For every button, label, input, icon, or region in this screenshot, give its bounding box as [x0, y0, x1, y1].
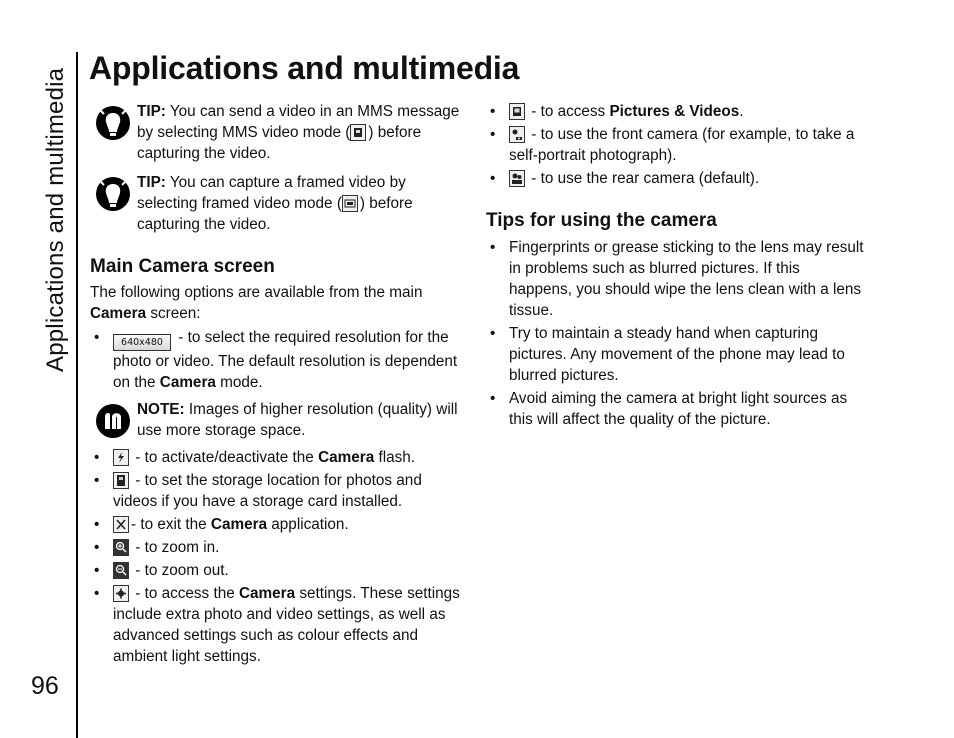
bullet: • [490, 325, 496, 342]
item-text: - to select the required resolution for the photo or video. The default resolution is dependent on the [113, 329, 458, 391]
tip-text: Avoid aiming the camera at bright light sources as this will affect the quality of the picture. [509, 390, 848, 428]
item-text: - to set the storage location for photos and videos if you have a storage card installed. [113, 472, 422, 510]
gear-icon [113, 585, 129, 602]
item-text: - to access [527, 103, 610, 120]
item-text-end: . [739, 103, 744, 120]
bullet: • [94, 329, 100, 346]
list-item [90, 447, 468, 468]
bullet: • [490, 126, 496, 143]
item-text: - to zoom out. [131, 562, 229, 579]
tip-text: Fingerprints or grease sticking to the lens may result in problems such as blurred pictures. If this happens, you should wipe the lens clean with a lens tissue. [509, 239, 864, 319]
bullet: • [94, 585, 100, 602]
item-text-end: mode. [215, 374, 263, 391]
pictures-videos-icon [509, 103, 525, 120]
note-resolution [90, 399, 468, 441]
left-column [90, 101, 468, 669]
intro-text [90, 282, 468, 324]
section-heading-camera-tips: Tips for using the camera [486, 210, 717, 231]
camera-options-list [90, 327, 468, 393]
item-text: - to access the [131, 585, 239, 602]
item-text-end: settings. These settings include extra photo and video settings, as well as advanced settings such as colour effects and ambient light settings. [113, 585, 460, 665]
close-icon [113, 516, 129, 533]
zoom-in-icon [113, 539, 129, 556]
list-item [90, 537, 468, 558]
storage-card-icon [113, 472, 129, 489]
item-bold: Pictures & Videos [609, 103, 740, 120]
rear-camera-icon [509, 170, 525, 187]
note-label: NOTE: [137, 401, 185, 418]
list-item [90, 327, 468, 393]
sidebar-rule [76, 52, 78, 738]
item-bold: Camera [159, 374, 216, 391]
side-title: Applications and multimedia [42, 67, 69, 372]
tip-label: TIP: [137, 103, 166, 120]
bullet: • [490, 239, 496, 256]
camera-options-list-2 [90, 447, 468, 667]
bullet: • [490, 103, 496, 120]
intro-text-end: screen: [146, 305, 201, 322]
tip-framed-video [90, 172, 468, 235]
front-camera-icon [509, 126, 525, 143]
list-item [486, 323, 864, 386]
list-item [486, 388, 864, 430]
item-bold: Camera [238, 585, 296, 602]
item-text: - to exit the [131, 516, 211, 533]
list-item [90, 560, 468, 581]
lightbulb-tip-icon [95, 105, 131, 141]
intro-text-part: The following options are available from the main [90, 284, 423, 301]
item-text: - to use the front camera (for example, to take a self-portrait photograph). [509, 126, 855, 164]
item-text-end: application. [267, 516, 349, 533]
mms-video-mode-icon [350, 124, 366, 141]
bullet: • [490, 390, 496, 407]
tip-text: You can send a video in an MMS message by selecting MMS video mode ( [137, 103, 460, 141]
item-text: - to activate/deactivate the [131, 449, 319, 466]
tip-text-end: ) before capturing the video. [137, 195, 413, 233]
list-item [486, 101, 864, 122]
bullet: • [490, 170, 496, 187]
page-title: Applications and multimedia [89, 50, 520, 86]
tip-text: You can capture a framed video by selecting framed video mode ( [137, 174, 406, 212]
item-text-end: flash. [374, 449, 416, 466]
camera-icons-list [486, 101, 864, 189]
camera-tips-list [486, 237, 864, 430]
resolution-badge: 640x480 [113, 334, 171, 351]
note-text: Images of higher resolution (quality) will use more storage space. [137, 401, 458, 439]
page-number: 96 [31, 672, 59, 700]
intro-bold: Camera [90, 305, 147, 322]
zoom-out-icon [113, 562, 129, 579]
note-icon [95, 403, 131, 439]
framed-video-mode-icon [342, 195, 358, 212]
list-item [90, 583, 468, 667]
tip-text-end: ) before capturing the video. [137, 124, 422, 162]
list-item [90, 514, 468, 535]
item-bold: Camera [318, 449, 375, 466]
bullet: • [94, 449, 100, 466]
list-item [486, 168, 864, 189]
list-item [90, 470, 468, 512]
tip-text: Try to maintain a steady hand when capturing pictures. Any movement of the phone may lead to blurred pictures. [509, 325, 845, 384]
bullet: • [94, 539, 100, 556]
bullet: • [94, 472, 100, 489]
bullet: • [94, 562, 100, 579]
list-item [486, 237, 864, 321]
list-item [486, 124, 864, 166]
tip-label: TIP: [137, 174, 166, 191]
lightbulb-tip-icon [95, 176, 131, 212]
bullet: • [94, 516, 100, 533]
flash-icon [113, 449, 129, 466]
section-heading-main-camera: Main Camera screen [90, 256, 275, 277]
item-text: - to use the rear camera (default). [527, 170, 760, 187]
item-text: - to zoom in. [131, 539, 220, 556]
item-bold: Camera [210, 516, 268, 533]
tip-mms-video [90, 101, 468, 164]
right-column [486, 101, 864, 432]
